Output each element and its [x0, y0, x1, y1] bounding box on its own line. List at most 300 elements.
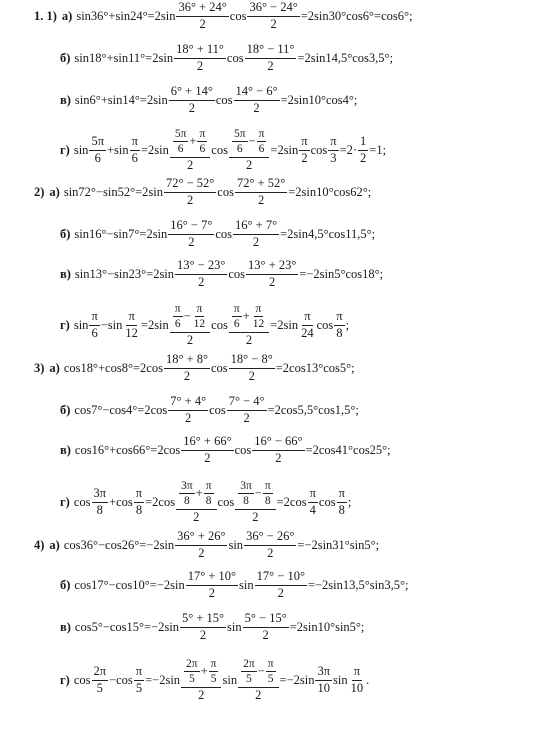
item-label: в): [60, 92, 71, 107]
fraction: [89, 135, 106, 164]
fraction: [134, 487, 144, 516]
fraction: [92, 487, 109, 516]
fraction-denominator: 5: [188, 673, 195, 686]
fraction-denominator: 2: [198, 545, 205, 560]
math-text: =−2sin13,5°sin3,5°;: [307, 577, 409, 592]
formula: [64, 177, 371, 206]
fraction-denominator: 6: [94, 150, 101, 165]
fraction-denominator: 24: [301, 325, 314, 340]
formula: [74, 219, 375, 248]
fraction: [263, 480, 273, 507]
fraction-denominator: 8: [336, 325, 343, 340]
math-text: cos: [217, 184, 234, 199]
math-text: cos: [73, 672, 91, 687]
fraction-denominator: 6: [199, 143, 206, 156]
math-text: =2cos13°cos5°;: [275, 360, 355, 375]
math-text: =2sin14,5°cos3,5°;: [297, 50, 393, 65]
fraction-numerator: 72° − 52°: [164, 177, 216, 192]
fraction: [245, 43, 297, 72]
math-text: cos7°−cos4°=2cos: [74, 402, 168, 417]
fraction-denominator: 6: [131, 150, 138, 165]
math-text: cos: [73, 494, 91, 509]
fraction-numerator: π: [130, 135, 140, 150]
item-label: б): [60, 226, 71, 241]
fraction-denominator: 2: [188, 100, 195, 115]
fraction: [173, 128, 189, 155]
fraction-denominator: 2: [193, 509, 200, 524]
math-text: cos: [211, 142, 228, 157]
formula: [75, 435, 391, 464]
fraction: [192, 303, 208, 330]
math-text: =2cos5,5°cos1,5°;: [267, 402, 359, 417]
fraction-numerator: π: [328, 135, 338, 150]
item-label: г): [60, 494, 70, 509]
fraction: [174, 43, 226, 72]
formula-row: [0, 128, 550, 172]
fraction-denominator: 5: [96, 680, 103, 695]
formula-row: [0, 394, 550, 426]
fraction: [232, 303, 242, 330]
formula: [76, 1, 412, 30]
math-text: +: [189, 133, 197, 148]
fraction-numerator: [170, 128, 210, 157]
fraction: [229, 128, 269, 171]
fraction: [358, 135, 368, 164]
math-text: sin36°+sin24°=2sin: [76, 8, 176, 23]
fraction: [233, 219, 279, 248]
fraction-denominator: 2: [257, 192, 265, 207]
fraction: [251, 303, 267, 330]
fraction-denominator: 8: [183, 495, 190, 508]
fraction-denominator: 2: [248, 368, 255, 383]
fraction-numerator: 36° + 26°: [175, 530, 227, 545]
fraction-denominator: 5: [135, 680, 143, 695]
formula: [74, 658, 369, 701]
fraction-denominator: 12: [193, 318, 206, 331]
fraction-numerator: π: [302, 310, 312, 325]
item-label: б): [60, 402, 71, 417]
math-text: +cos: [109, 494, 133, 509]
formula: [74, 303, 349, 346]
formula-row: [0, 0, 550, 32]
fraction-denominator: 2: [186, 157, 194, 172]
item-label: г): [60, 317, 70, 332]
math-text: +: [200, 663, 208, 678]
fraction-numerator: π: [266, 658, 276, 672]
formula-row: [0, 658, 550, 702]
fraction-numerator: π: [337, 487, 347, 502]
math-text: cos: [215, 226, 233, 241]
fraction-numerator: 18° + 8°: [164, 353, 210, 368]
problem-number: 2): [34, 184, 45, 199]
fraction-numerator: 18° − 11°: [245, 43, 297, 58]
math-text: ;: [347, 494, 352, 509]
fraction-numerator: 36° − 24°: [247, 1, 299, 16]
math-text: sin18°+sin11°=2sin: [74, 50, 174, 65]
math-text: =−2sin: [145, 672, 181, 687]
fraction-denominator: 2: [252, 234, 260, 249]
fraction-numerator: 3π: [179, 480, 195, 494]
formula: [74, 570, 408, 599]
fraction-denominator: 2: [188, 234, 195, 249]
fraction-numerator: [181, 658, 221, 687]
fraction-numerator: 16° + 7°: [233, 219, 279, 234]
fraction-denominator: 2: [270, 16, 277, 31]
math-text: cos: [316, 317, 334, 332]
fraction-numerator: π: [352, 665, 362, 680]
fraction-numerator: π: [173, 303, 183, 317]
fraction: [241, 658, 257, 685]
fraction-numerator: π: [308, 487, 318, 502]
fraction-denominator: 2: [277, 585, 284, 600]
formula-row: [0, 303, 550, 347]
fraction: [308, 487, 318, 516]
math-text: cos16°+cos66°=2cos: [74, 442, 181, 457]
fraction-numerator: 3π: [92, 487, 109, 502]
math-text: cos: [229, 8, 247, 23]
formula-row: [0, 569, 550, 601]
fraction-denominator: 2: [183, 368, 191, 383]
fraction-denominator: 5: [245, 673, 252, 686]
math-text: +sin: [107, 142, 129, 157]
fraction-numerator: [176, 480, 216, 509]
fraction-denominator: 6: [177, 143, 184, 156]
fraction-numerator: π: [254, 303, 264, 317]
fraction-numerator: π: [257, 128, 267, 142]
math-text: sin: [227, 619, 242, 634]
fraction: [181, 435, 233, 464]
fraction-numerator: [238, 658, 278, 687]
item-label: а): [49, 360, 60, 375]
fraction: [349, 665, 366, 694]
math-text: cos: [228, 266, 246, 281]
fraction-numerator: 72° + 52°: [235, 177, 287, 192]
math-text: ;: [345, 317, 350, 332]
math-text: cos: [234, 442, 252, 457]
fraction-denominator: 2: [252, 509, 259, 524]
math-text: .: [366, 672, 370, 687]
fraction: [134, 665, 144, 694]
fraction-numerator: π: [204, 480, 214, 494]
fraction: [170, 303, 210, 346]
problem-number: 3): [34, 360, 45, 375]
fraction: [175, 259, 227, 288]
fraction-numerator: 2π: [184, 658, 200, 672]
math-text: cos17°−cos10°=−2sin: [74, 577, 185, 592]
fraction-denominator: 2: [186, 332, 194, 347]
fraction-denominator: 4: [309, 502, 316, 517]
fraction-numerator: 1: [358, 135, 368, 150]
fraction: [209, 658, 219, 685]
fraction: [176, 480, 216, 523]
math-text: sin: [333, 672, 348, 687]
fraction: [227, 395, 267, 424]
fraction-numerator: 36° + 24°: [176, 1, 228, 16]
fraction: [89, 310, 99, 339]
fraction: [184, 658, 200, 685]
fraction-denominator: 3: [330, 150, 337, 165]
fraction-denominator: 10: [350, 680, 364, 695]
fraction-denominator: 5: [267, 673, 274, 686]
math-text: cos: [209, 402, 226, 417]
fraction-numerator: 13° − 23°: [175, 259, 227, 274]
fraction-denominator: 2: [255, 687, 262, 702]
fraction-denominator: 2: [245, 332, 253, 347]
fraction-denominator: 2: [208, 585, 216, 600]
formula: [74, 43, 393, 72]
math-text: =2sin10°cos4°;: [280, 92, 358, 107]
fraction: [244, 530, 296, 559]
formula-row: [0, 176, 550, 208]
fraction-numerator: 36° − 26°: [244, 530, 296, 545]
math-text: =2cos: [145, 494, 176, 509]
fraction-numerator: π: [209, 658, 219, 672]
fraction-denominator: 2: [199, 627, 207, 642]
item-label: а): [49, 184, 60, 199]
math-text: =2cos: [276, 494, 307, 509]
formula: [74, 128, 386, 171]
fraction-numerator: [235, 480, 275, 509]
math-text: sin: [222, 672, 238, 687]
fraction: [168, 395, 208, 424]
math-text: =2sin: [140, 142, 169, 157]
formula-row: [0, 434, 550, 466]
fraction-denominator: 2: [246, 157, 253, 172]
math-text: cos: [310, 142, 328, 157]
formula: [74, 480, 352, 523]
fraction: [255, 570, 307, 599]
math-text: −: [257, 663, 265, 678]
fraction-denominator: 6: [236, 143, 243, 156]
fraction-denominator: 2: [360, 150, 367, 165]
formula-row: [0, 611, 550, 643]
fraction: [315, 665, 332, 694]
fraction-denominator: 2: [185, 410, 192, 425]
fraction-denominator: 8: [96, 502, 103, 517]
fraction-numerator: 5π: [232, 128, 248, 142]
fraction: [180, 612, 226, 641]
fraction-denominator: 2: [196, 58, 204, 73]
math-text: −: [248, 133, 256, 148]
math-text: =2sin: [270, 317, 299, 332]
math-text: sin: [239, 577, 254, 592]
fraction: [130, 135, 140, 164]
item-label: г): [60, 142, 70, 157]
math-text: =2sin4,5°cos11,5°;: [280, 226, 376, 241]
fraction: [175, 530, 227, 559]
fraction: [197, 128, 207, 155]
fraction-numerator: π: [134, 665, 144, 680]
fraction: [181, 658, 221, 701]
fraction-denominator: 6: [91, 325, 98, 340]
math-text: =2sin: [140, 317, 169, 332]
fraction: [164, 177, 216, 206]
math-text: +: [195, 485, 203, 500]
fraction-numerator: 18° + 11°: [174, 43, 226, 58]
fraction: [238, 658, 278, 701]
formula-row: [0, 258, 550, 290]
fraction-numerator: 6° + 14°: [169, 85, 215, 100]
fraction-denominator: 12: [125, 325, 138, 340]
math-text: sin: [73, 317, 89, 332]
fraction: [243, 612, 289, 641]
math-text: cos36°−cos26°=−2sin: [63, 537, 175, 552]
fraction: [247, 1, 299, 30]
fraction-numerator: 2π: [92, 665, 109, 680]
fraction: [234, 85, 280, 114]
fraction-denominator: 2: [199, 16, 206, 31]
fraction-denominator: 10: [317, 680, 330, 695]
fraction: [186, 570, 238, 599]
fraction-numerator: [229, 128, 269, 157]
fraction-numerator: π: [197, 128, 207, 142]
fraction: [334, 310, 344, 339]
fraction: [299, 310, 316, 339]
fraction-numerator: 14° − 6°: [234, 85, 280, 100]
math-text: =−2sin: [279, 672, 315, 687]
fraction: [92, 665, 109, 694]
fraction-numerator: 13° + 23°: [246, 259, 298, 274]
item-label: б): [60, 50, 71, 65]
fraction-numerator: 5° − 15°: [243, 612, 289, 627]
fraction-numerator: 5π: [173, 128, 189, 142]
fraction-denominator: 8: [264, 495, 271, 508]
item-label: б): [60, 577, 71, 592]
math-text: =2sin30°cos6°=cos6°;: [300, 8, 413, 23]
formula-row: [0, 529, 550, 561]
formula: [64, 530, 379, 559]
math-text: =−2sin31°sin5°;: [297, 537, 380, 552]
fraction-numerator: 18° − 8°: [229, 353, 275, 368]
formula: [75, 259, 383, 288]
fraction-numerator: π: [263, 480, 273, 494]
math-text: −sin: [100, 317, 123, 332]
fraction-numerator: π: [126, 310, 136, 325]
item-label: в): [60, 619, 71, 634]
fraction: [176, 1, 228, 30]
math-text: cos: [217, 494, 235, 509]
math-text: sin72°−sin52°=2sin: [63, 184, 163, 199]
fraction: [169, 85, 215, 114]
fraction: [299, 135, 309, 164]
formula-row: [0, 352, 550, 384]
fraction-denominator: 2: [204, 450, 211, 465]
formula-row: [0, 480, 550, 524]
fraction-numerator: 16° − 7°: [168, 219, 214, 234]
math-text: cos: [215, 92, 233, 107]
problem-number: 4): [34, 537, 45, 552]
formula: [74, 395, 359, 424]
fraction-numerator: 17° − 10°: [255, 570, 307, 585]
math-text: cos: [226, 50, 244, 65]
fraction-numerator: π: [195, 303, 205, 317]
math-text: sin: [73, 142, 89, 157]
math-text: cos: [211, 317, 228, 332]
math-text: cos18°+cos8°=2cos: [63, 360, 163, 375]
fraction-numerator: π: [232, 303, 242, 317]
math-text: cos: [318, 494, 336, 509]
fraction-denominator: 8: [135, 502, 143, 517]
fraction: [173, 303, 183, 330]
item-label: г): [60, 672, 70, 687]
fraction: [235, 177, 287, 206]
fraction-numerator: 5π: [89, 135, 106, 150]
fraction-denominator: 6: [258, 143, 265, 156]
formula-row: [0, 42, 550, 74]
fraction: [238, 480, 254, 507]
fraction: [246, 259, 298, 288]
fraction-denominator: 2: [301, 150, 308, 165]
math-text: −cos: [109, 672, 133, 687]
fraction-numerator: π: [89, 310, 99, 325]
fraction-numerator: 17° + 10°: [186, 570, 238, 585]
item-label: а): [61, 8, 73, 23]
fraction: [179, 480, 195, 507]
item-label: в): [60, 442, 71, 457]
fraction: [123, 310, 140, 339]
fraction: [229, 353, 275, 382]
formula: [64, 353, 355, 382]
fraction-numerator: 3π: [315, 665, 332, 680]
fraction-numerator: 3π: [238, 480, 254, 494]
formula-row: [0, 218, 550, 250]
fraction-numerator: 7° − 4°: [227, 395, 267, 410]
math-text: =2·: [339, 142, 358, 157]
fraction-numerator: [229, 303, 269, 332]
fraction: [257, 128, 267, 155]
fraction-denominator: 6: [233, 318, 240, 331]
math-text: =2sin10°cos62°;: [288, 184, 372, 199]
fraction-denominator: 2: [198, 687, 205, 702]
fraction-numerator: π: [334, 310, 344, 325]
item-label: в): [60, 266, 71, 281]
fraction-numerator: [170, 303, 210, 332]
math-text: =−2sin5°cos18°;: [299, 266, 384, 281]
math-text: sin: [228, 537, 244, 552]
fraction-denominator: 2: [267, 545, 274, 560]
math-text: cos: [211, 360, 228, 375]
math-text: sin16°−sin7°=2sin: [74, 226, 168, 241]
fraction-denominator: 2: [253, 100, 260, 115]
fraction: [204, 480, 214, 507]
fraction-numerator: 5° + 15°: [180, 612, 226, 627]
fraction-denominator: 2: [269, 274, 276, 289]
fraction-denominator: 2: [198, 274, 205, 289]
fraction-numerator: π: [134, 487, 144, 502]
fraction-denominator: 2: [262, 627, 269, 642]
formula-row: [0, 84, 550, 116]
math-text: sin13°−sin23°=2sin: [74, 266, 175, 281]
fraction: [168, 219, 214, 248]
fraction: [252, 435, 304, 464]
fraction-denominator: 5: [210, 673, 217, 686]
fraction-numerator: π: [299, 135, 309, 150]
math-text: sin6°+sin14°=2sin: [74, 92, 168, 107]
item-label: а): [49, 537, 60, 552]
fraction: [328, 135, 338, 164]
fraction-denominator: 8: [338, 502, 345, 517]
fraction-numerator: 7° + 4°: [168, 395, 208, 410]
fraction-denominator: 8: [205, 495, 212, 508]
math-text: =2sin: [270, 142, 299, 157]
formula: [75, 85, 357, 114]
fraction: [337, 487, 347, 516]
fraction-denominator: 8: [243, 495, 249, 508]
fraction-denominator: 6: [174, 318, 181, 331]
math-text: cos5°−cos15°=−2sin: [74, 619, 179, 634]
problem-number: 1. 1): [34, 8, 57, 23]
fraction-denominator: 2: [267, 58, 274, 73]
